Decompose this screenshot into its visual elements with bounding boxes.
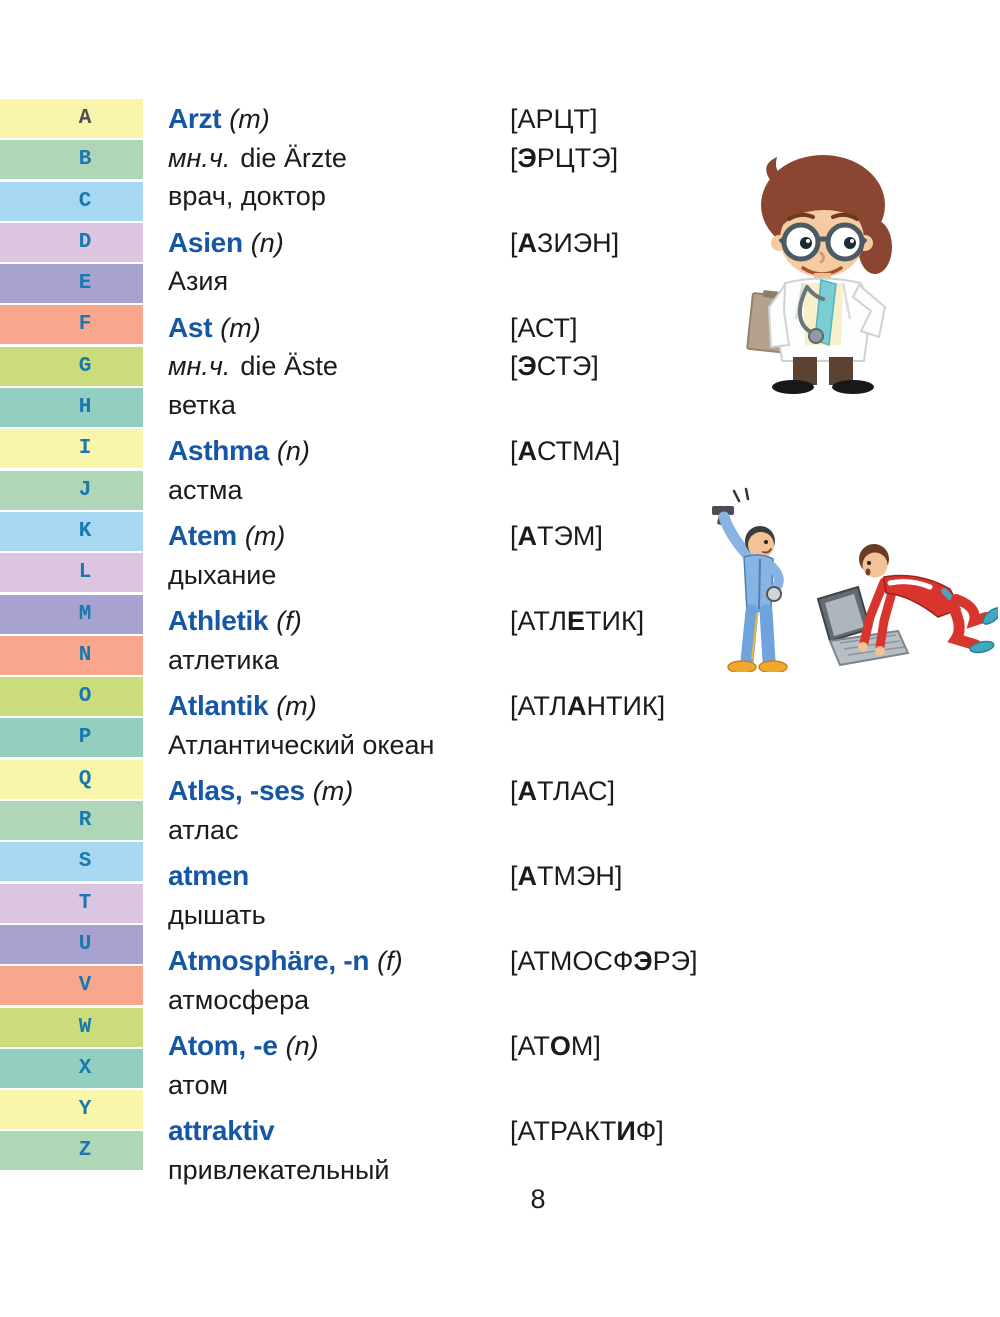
coach-leg-right xyxy=(766,611,769,661)
entry-text-column xyxy=(168,309,510,425)
sidebar-letter-band-t xyxy=(0,884,143,923)
stopwatch-icon xyxy=(767,587,781,601)
dictionary-entry xyxy=(168,687,990,764)
sidebar-letter-m: M xyxy=(78,602,92,626)
doctor-eye-right xyxy=(844,237,856,249)
headword-line xyxy=(168,100,510,139)
coach-leg-left xyxy=(747,611,752,661)
headword: Athletik xyxy=(168,605,269,636)
translation: атом xyxy=(168,1069,229,1100)
sidebar-letter-c: C xyxy=(78,189,92,213)
alphabet-sidebar xyxy=(0,99,143,1173)
transcription-text: [ xyxy=(510,521,518,551)
sidebar-letter-d: D xyxy=(78,230,92,254)
transcription xyxy=(510,1027,990,1066)
doctor-eye-left xyxy=(800,237,812,249)
transcription-stressed-letter: Э xyxy=(517,351,537,381)
transcription-stressed-letter: А xyxy=(517,436,538,466)
gender-label: (m) xyxy=(244,521,286,551)
headword: Atlas, -ses xyxy=(168,775,305,806)
sidebar-letter-g: G xyxy=(78,354,92,378)
athlete-eye xyxy=(867,561,871,565)
sidebar-letter-o: O xyxy=(78,685,92,709)
doctor-eye-glint-left xyxy=(806,239,810,243)
sidebar-letter-x: X xyxy=(78,1056,92,1080)
entry-transcription-column xyxy=(510,1112,990,1189)
sidebar-letter-r: R xyxy=(78,809,92,833)
sidebar-letter-band-x xyxy=(0,1049,143,1088)
sidebar-letter-i: I xyxy=(78,437,92,461)
sidebar-letter-b: B xyxy=(78,148,92,172)
transcription-text: [АТМОСФ xyxy=(510,946,634,976)
headword: Atmosphäre, -n xyxy=(168,945,370,976)
transcription-text: СТЭ] xyxy=(536,351,599,381)
transcription-stressed-letter: А xyxy=(517,521,538,551)
sidebar-letter-band-z xyxy=(0,1131,143,1170)
sidebar-letter-z: Z xyxy=(78,1139,92,1163)
sidebar-letter-band-f xyxy=(0,305,143,344)
sidebar-letter-n: N xyxy=(78,643,92,667)
coach-shoe-left xyxy=(728,661,756,672)
coach-shoe-right xyxy=(759,661,787,672)
gender-label: (n) xyxy=(276,436,310,466)
transcription-text: [АТЛ xyxy=(510,606,568,636)
entry-transcription-column xyxy=(510,857,990,934)
transcription-stressed-letter: А xyxy=(517,776,538,806)
entry-transcription-column xyxy=(510,772,990,849)
translation: атмосфера xyxy=(168,984,310,1015)
gender-label: (m) xyxy=(276,691,317,721)
transcription xyxy=(510,942,990,981)
sidebar-letter-band-h xyxy=(0,388,143,427)
sidebar-letter-band-l xyxy=(0,553,143,592)
gender-label: (m) xyxy=(312,776,354,806)
transcription-text: НТИК] xyxy=(586,691,666,721)
sidebar-letter-band-e xyxy=(0,264,143,303)
transcription xyxy=(510,772,990,811)
transcription-stressed-letter: Э xyxy=(633,946,653,976)
sidebar-letter-band-w xyxy=(0,1008,143,1047)
transcription-text: [ xyxy=(510,861,518,891)
entry-text-column xyxy=(168,942,510,1019)
transcription-stressed-letter: А xyxy=(517,861,538,891)
gender-label: (f) xyxy=(276,606,302,636)
doctor-shoe-right xyxy=(832,380,874,394)
transcription xyxy=(510,857,990,896)
dictionary-entry xyxy=(168,857,990,934)
sidebar-letter-a: A xyxy=(78,107,92,130)
transcription-text: [АТРАКТ xyxy=(510,1116,617,1146)
sidebar-letter-u: U xyxy=(78,932,92,956)
sidebar-letter-band-d xyxy=(0,223,143,262)
entry-text-column xyxy=(168,602,510,679)
transcription-text: ЗИЭН] xyxy=(537,227,620,258)
transcription-text: [АСТ] xyxy=(510,312,578,343)
translation: ветка xyxy=(168,389,236,420)
sidebar-letter-f: F xyxy=(78,313,92,337)
headword: Arzt xyxy=(168,103,222,134)
translation: дышать xyxy=(168,899,266,930)
sidebar-letter-band-o xyxy=(0,677,143,716)
doctor-shoe-left xyxy=(772,380,814,394)
doctor-stethoscope-chestpiece xyxy=(809,329,823,343)
headword: Ast xyxy=(168,311,213,343)
headword-line xyxy=(168,857,510,896)
sidebar-letter-j: J xyxy=(78,478,92,502)
plural-form: die Äste xyxy=(240,351,338,381)
sidebar-letter-band-v xyxy=(0,966,143,1005)
plural-line xyxy=(168,347,510,386)
headword: Atem xyxy=(168,520,237,551)
entry-transcription-column xyxy=(510,687,990,764)
athlete-hand-back xyxy=(875,646,885,656)
sidebar-letter-band-i xyxy=(0,429,143,468)
transcription-text: [АТЛ xyxy=(510,691,568,721)
sidebar-letter-band-r xyxy=(0,801,143,840)
gender-label: (f) xyxy=(377,946,403,976)
translation: атлетика xyxy=(168,644,279,675)
transcription-text: [ xyxy=(510,227,518,258)
entry-text-column xyxy=(168,100,510,216)
transcription-text: ТИК] xyxy=(585,606,645,636)
entry-text-column xyxy=(168,1027,510,1104)
sidebar-letter-q: Q xyxy=(78,767,92,791)
transcription-text: [ xyxy=(510,351,518,381)
sidebar-letter-t: T xyxy=(78,891,92,915)
plural-form: die Ärzte xyxy=(240,142,347,173)
sidebar-letter-p: P xyxy=(78,726,92,750)
entry-transcription-column xyxy=(510,1027,990,1104)
motion-marks xyxy=(734,489,748,501)
sidebar-letter-band-a xyxy=(0,99,143,138)
entry-text-column xyxy=(168,772,510,849)
headword-line xyxy=(168,1112,510,1151)
athlete-red-tracksuit xyxy=(858,544,998,656)
athlete-mouth xyxy=(866,569,871,576)
sidebar-letter-band-g xyxy=(0,347,143,386)
transcription-text: [ xyxy=(510,142,518,173)
transcription xyxy=(510,432,990,471)
headword-line xyxy=(168,309,510,348)
translation: дыхание xyxy=(168,559,277,590)
sidebar-letter-s: S xyxy=(78,850,92,874)
sidebar-letter-band-n xyxy=(0,636,143,675)
sidebar-letter-band-q xyxy=(0,760,143,799)
gender-label: (m) xyxy=(220,312,261,343)
dictionary-entry xyxy=(168,942,990,1019)
sidebar-letter-band-c xyxy=(0,182,143,221)
entry-transcription-column xyxy=(510,942,990,1019)
sidebar-letter-e: E xyxy=(78,272,92,296)
sidebar-letter-band-k xyxy=(0,512,143,551)
transcription-text: ТЭМ] xyxy=(537,521,603,551)
sidebar-letter-band-m xyxy=(0,595,143,634)
transcription-stressed-letter: О xyxy=(549,1031,571,1061)
entry-text-column xyxy=(168,224,510,301)
entry-text-column xyxy=(168,432,510,509)
sidebar-letter-band-p xyxy=(0,718,143,757)
sidebar-letter-band-s xyxy=(0,842,143,881)
headword: Asthma xyxy=(168,435,269,466)
transcription-text: Ф] xyxy=(635,1116,664,1146)
transcription-stressed-letter: Е xyxy=(567,606,586,636)
gender-label: (m) xyxy=(229,104,270,134)
translation: астма xyxy=(168,474,243,505)
headword-line xyxy=(168,772,510,811)
headword: Asien xyxy=(168,226,243,258)
dictionary-entry xyxy=(168,772,990,849)
gender-label: (n) xyxy=(285,1031,319,1061)
headword: attraktiv xyxy=(168,1115,275,1146)
entry-text-column xyxy=(168,1112,510,1189)
transcription-stressed-letter: А xyxy=(517,227,538,258)
transcription-text: М] xyxy=(570,1031,601,1061)
headword-line xyxy=(168,687,510,726)
transcription-text: [АРЦТ] xyxy=(510,104,598,134)
dictionary-entry xyxy=(168,1027,990,1104)
sidebar-letter-band-j xyxy=(0,471,143,510)
sidebar-letter-band-y xyxy=(0,1090,143,1129)
sidebar-letter-band-u xyxy=(0,925,143,964)
coach-blue-tracksuit xyxy=(724,517,787,672)
sidebar-letter-v: V xyxy=(78,974,92,998)
headword: Atlantik xyxy=(168,690,269,721)
headword-line xyxy=(168,1027,510,1066)
page-number: 8 xyxy=(530,1184,546,1214)
translation: Атлантический океан xyxy=(168,729,435,760)
translation: Азия xyxy=(168,266,229,296)
sidebar-letter-k: K xyxy=(78,519,92,543)
transcription-text: [АТ xyxy=(510,1031,550,1061)
plural-label: мн.ч. xyxy=(168,142,231,173)
transcription xyxy=(510,1112,990,1151)
transcription-stressed-letter: И xyxy=(616,1116,636,1146)
transcription-text: СТМА] xyxy=(537,436,621,466)
transcription-text: РЦТЭ] xyxy=(536,142,619,173)
doctor-eye-glint-right xyxy=(850,239,854,243)
coach-face xyxy=(748,532,774,558)
translation: привлекательный xyxy=(168,1154,390,1185)
sidebar-letter-band-b xyxy=(0,140,143,179)
plural-line xyxy=(168,139,510,178)
entry-text-column xyxy=(168,857,510,934)
headword-line xyxy=(168,432,510,471)
athlete-hand-front xyxy=(858,642,868,652)
coach-raised-arm xyxy=(724,517,746,553)
transcription-text: [ xyxy=(510,436,518,466)
headword: atmen xyxy=(168,860,249,891)
transcription-text: [ xyxy=(510,776,518,806)
sidebar-letter-y: Y xyxy=(78,1098,92,1122)
transcription-stressed-letter: Э xyxy=(517,142,537,173)
transcription xyxy=(510,100,990,139)
sidebar-letter-w: W xyxy=(78,1015,92,1039)
transcription xyxy=(510,687,990,726)
headword: Atom, -e xyxy=(168,1030,278,1061)
transcription-text: ТЛАС] xyxy=(537,776,616,806)
coach-eye xyxy=(764,540,768,544)
sidebar-letter-l: L xyxy=(78,561,92,585)
plural-label: мн.ч. xyxy=(168,351,231,381)
coach-jacket-zipper xyxy=(759,559,760,609)
translation: атлас xyxy=(168,814,239,845)
transcription-text: РЭ] xyxy=(652,946,698,976)
headword-line xyxy=(168,602,510,641)
transcription-text: ТМЭН] xyxy=(537,861,623,891)
headword-line xyxy=(168,224,510,263)
headword-line xyxy=(168,517,510,556)
entry-text-column xyxy=(168,517,510,594)
gender-label: (n) xyxy=(250,227,284,258)
entry-text-column xyxy=(168,687,510,764)
transcription-stressed-letter: А xyxy=(567,691,587,721)
headword-line xyxy=(168,942,510,981)
coach-bent-arm xyxy=(772,567,779,589)
athletes-illustration xyxy=(668,487,998,672)
dictionary-entry xyxy=(168,1112,990,1189)
translation: врач, доктор xyxy=(168,181,326,211)
doctor-illustration xyxy=(737,147,909,395)
sidebar-letter-h: H xyxy=(78,396,92,420)
